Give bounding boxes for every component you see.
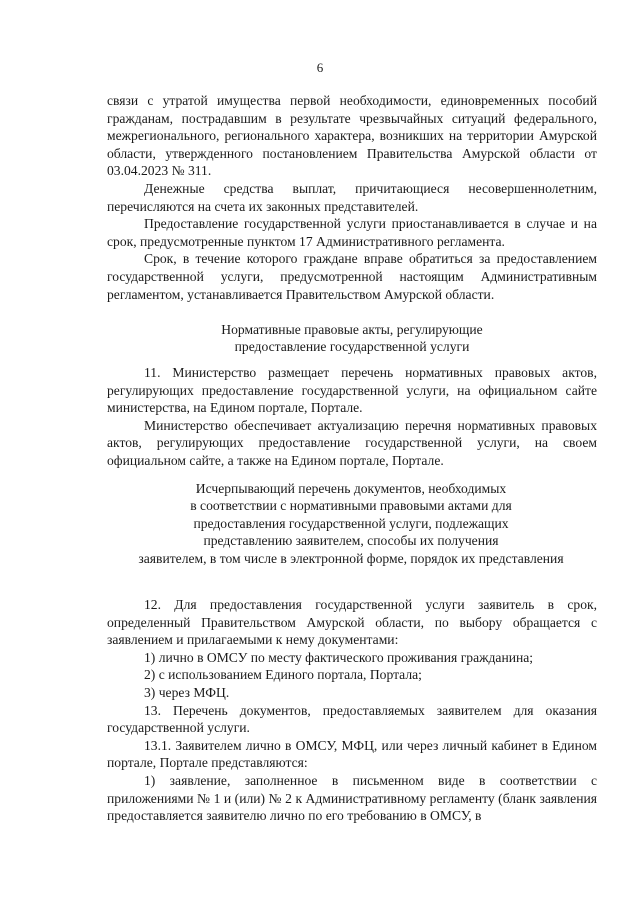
heading-line: в соответствии с нормативными правовыми актами для [190,498,512,514]
paragraph-11: 11. Министерство размещает перечень нормативных правовых актов, регулирующих предоставление государственной услуги, на официальном сайте министерства, на Едином портале, Портале. [107,365,597,416]
paragraph-ministry-updates: Министерство обеспечивает актуализацию перечня нормативных правовых актов, регулирующих предоставление государственной услуги, на своем официальном сайте, а также на Едином портале, Портале. [107,417,597,468]
paragraph-application-term: Срок, в течение которого граждане вправе обратиться за предоставлением государственной услуги, предусмотренной настоящим Административным регламентом, устанавливается Правительством Амурской области. [107,251,597,302]
heading-line: Исчерпывающий перечень документов, необходимых [195,481,507,496]
heading-legal-acts [107,321,597,356]
intro-paragraph: связи с утратой имущества первой необходимости, единовременных пособий гражданам, пострадавшим в результате чрезвычайных ситуаций федерального, межрегионального, регионального характера, возникших на территории Амурской области, утвержденного постановлением Правительства Амурской области от 03.04.2023 № 311. [107,93,597,179]
heading-line: Нормативные правовые акты, регулирующие [221,322,483,337]
section-intro [107,92,597,303]
heading-documents [100,480,602,567]
paragraph-12: 12. Для предоставления государственной услуги заявитель в срок, определенный Правительством Амурской области, по выбору обращается с заявлением и прилагаемыми к нему документами: [107,597,597,648]
list-item: 3) через МФЦ. [144,684,230,700]
heading-line: предоставления государственной услуги, подлежащих [193,515,509,531]
page-number: 6 [316,60,324,75]
list-item: 1) заявление, заполненное в письменном виде в соответствии с приложениями № 1 и (или) № 2 к Административному регламенту (бланк заявления предоставляется заявителю лично по его требованию в ОМСУ, в [107,772,597,824]
heading-line: представлению заявителем, способы их получения [203,533,499,549]
heading-line: заявителем, в том числе в электронной форме, порядок их представления [138,550,564,566]
heading-line: предоставление государственной услуги [234,339,470,355]
paragraph-suspension: Предоставление государственной услуги приостанавливается в случае и на срок, предусмотренные пунктом 17 Административного регламента. [107,216,597,249]
paragraph-13: 13. Перечень документов, предоставляемых заявителем для оказания государственной услуги. [107,702,597,736]
paragraph-payments-minors: Денежные средства выплат, причитающиеся несовершеннолетним, перечисляются на счета их законных представителей. [107,180,597,214]
section-documents [107,596,597,825]
list-item: 2) с использованием Единого портала, Портала; [144,667,422,683]
section-legal-acts [107,364,597,470]
list-item: 1) лично в ОМСУ по месту фактического проживания гражданина; [144,649,534,665]
paragraph-13-1: 13.1. Заявителем лично в ОМСУ, МФЦ, или через личный кабинет в Едином портале, Портале представляются: [107,737,597,771]
